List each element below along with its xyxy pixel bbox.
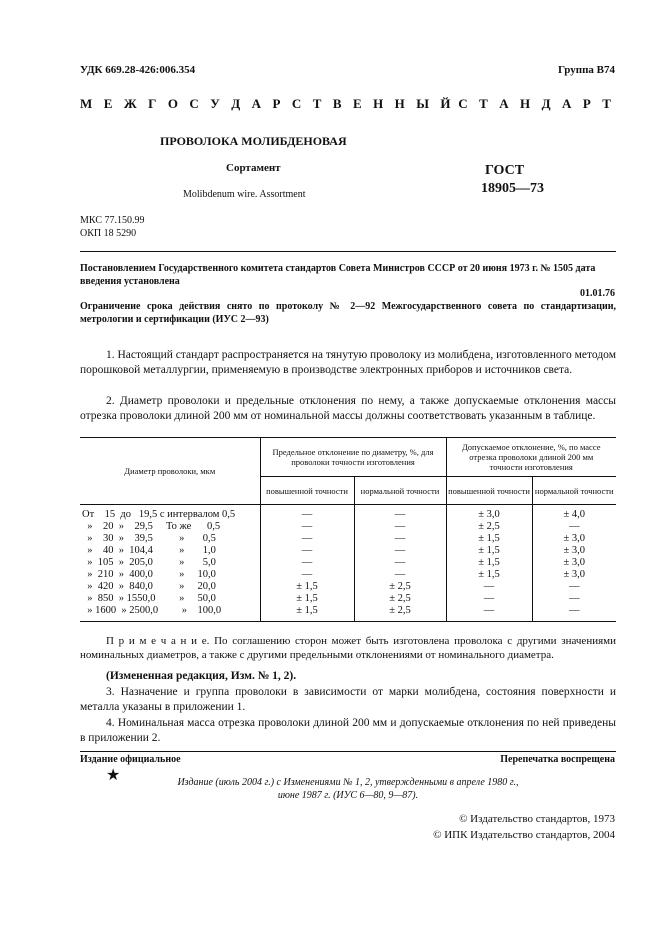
udk-code: УДК 669.28-426:006.354 — [80, 64, 196, 76]
sub-header-normal-diam: нормальной точности — [354, 477, 446, 505]
diameter-row: » 210 » 400,0 » 10,0 — [82, 569, 216, 580]
group-code: Группа В74 — [557, 64, 615, 76]
table-cell: ± 1,5 — [296, 581, 318, 592]
divider-bottom — [80, 751, 616, 752]
table-cell: ± 2,5 — [478, 521, 500, 532]
copyright-2004: © ИПК Издательство стандартов, 2004 — [433, 829, 615, 841]
table-cell: — — [483, 593, 495, 604]
table-cell: ± 3,0 — [563, 569, 585, 580]
edition-line-1: Издание (июль 2004 г.) с Изменениями № 1, 2, утвержденными в апреле 1980 г., — [177, 777, 519, 788]
official-edition: Издание официальное — [80, 754, 181, 765]
table-cell: — — [301, 569, 313, 580]
decree-date: 01.01.76 — [580, 288, 615, 299]
gost-label: ГОСТ — [485, 163, 525, 178]
table-cell: ± 2,5 — [389, 593, 411, 604]
mass-high-column — [446, 505, 532, 622]
mass-normal-column — [532, 505, 616, 622]
table-cell: — — [394, 569, 406, 580]
paragraph-3: 3. Назначение и группа проволоки в зависимости от марки молибдена, состояния поверхности и металла указаны в приложении 1. — [80, 686, 616, 713]
note-text: По соглашению сторон может быть изготовлена проволока с другими значениями номинальных диаметров, а также с другими предельными отклонениями от номинального диаметра. — [80, 635, 617, 661]
table-cell: — — [394, 545, 406, 556]
decree-text: Постановлением Государственного комитета стандартов Совета Министров СССР от 20 июня 1973 г. № 1505 дата введения установлена — [80, 263, 596, 287]
star-icon: ★ — [106, 767, 121, 784]
okp-code: ОКП 18 5290 — [80, 228, 137, 239]
diameter-row: От 15 до 19,5 с интервалом 0,5 — [82, 509, 236, 520]
diameter-row: » 40 » 104,4 » 1,0 — [82, 545, 216, 556]
table-cell: — — [301, 509, 313, 520]
table-cell: — — [394, 557, 406, 568]
sub-header-high-mass: повышенной точности — [446, 477, 532, 505]
table-cell: — — [569, 593, 580, 604]
table-cell: ± 2,5 — [389, 581, 411, 592]
diameter-row: » 105 » 205,0 » 5,0 — [82, 557, 216, 568]
note-label: П р и м е ч а н и е. — [106, 635, 210, 647]
table-cell: — — [394, 533, 406, 544]
table-cell: ± 1,5 — [296, 605, 318, 616]
gost-number: 18905—73 — [481, 181, 544, 196]
table-cell: — — [301, 545, 313, 556]
paragraph-2: 2. Диаметр проволоки и предельные отклонения по нему, а также допускаемые отклонения массы отрезка проволоки длиной 200 мм от номинальной массы должны соответствовать указанным в таблице. — [80, 395, 616, 422]
table-cell: — — [394, 509, 406, 520]
table-cell: ± 3,0 — [478, 509, 500, 520]
table-cell: — — [569, 605, 580, 616]
group-diam-header: Предельное отклонение по диаметру, %, для проволоки точности изготовления — [260, 438, 446, 477]
diameter-column — [80, 505, 260, 622]
doc-title: ПРОВОЛОКА МОЛИБДЕНОВАЯ — [160, 134, 347, 148]
reprint-forbidden: Перепечатка воспрещена — [500, 754, 615, 765]
col-diameter-header: Диаметр проволоки, мкм — [80, 438, 260, 505]
table-cell: — — [394, 521, 406, 532]
wire-table — [80, 437, 616, 622]
doc-subtitle: Сортамент — [226, 162, 281, 174]
diam-normal-column — [354, 505, 446, 622]
table-cell: — — [301, 533, 313, 544]
group-mass-header: Допускаемое отклонение, %, по массе отрезка проволоки длиной 200 мм точности изготовления — [446, 438, 616, 477]
sub-header-high-diam: повышенной точности — [260, 477, 354, 505]
diameter-row: » 1600 » 2500,0 » 100,0 — [82, 605, 222, 616]
table-cell: — — [483, 605, 495, 616]
sub-header-normal-mass: нормальной точности — [532, 477, 616, 505]
english-title: Molibdenum wire. Assortment — [183, 189, 306, 200]
diameter-row: » 20 » 29,5 То же 0,5 — [82, 521, 221, 532]
table-cell: — — [569, 521, 580, 532]
diameter-row: » 30 » 39,5 » 0,5 — [82, 533, 216, 544]
table-cell: ± 3,0 — [563, 533, 585, 544]
table-cell: — — [301, 521, 313, 532]
table-cell: — — [301, 557, 313, 568]
table-cell: — — [483, 581, 495, 592]
limitation-text: Ограничение срока действия снято по протоколу № 2—92 Межгосударственного совета по стандартизации, метрологии и сертификации (ИУС 2—93) — [80, 301, 616, 325]
copyright-1973: © Издательство стандартов, 1973 — [459, 813, 615, 825]
edition-line-2: июне 1987 г. (ИУС 6—80, 9—87). — [277, 790, 419, 801]
table-cell: ± 1,5 — [478, 533, 500, 544]
diameter-row: » 850 » 1550,0 » 50,0 — [82, 593, 216, 604]
banner-standard: С Т А Н Д А Р Т — [458, 96, 615, 111]
table-cell: ± 1,5 — [478, 569, 500, 580]
note-block — [80, 634, 616, 662]
mks-code: МКС 77.150.99 — [80, 215, 145, 226]
table-cell: ± 1,5 — [478, 545, 500, 556]
diam-high-column — [260, 505, 354, 622]
table-cell: — — [569, 581, 580, 592]
table-cell: ± 1,5 — [296, 593, 318, 604]
table-cell: ± 2,5 — [389, 605, 411, 616]
paragraph-1: 1. Настоящий стандарт распространяется на тянутую проволоку из молибдена, изготовленного методом порошковой металлургии, применяемую в производстве электронных приборов и источников света. — [80, 349, 616, 376]
banner-interstate: М Е Ж Г О С У Д А Р С Т В Е Н Н Ы Й — [80, 96, 455, 111]
table-cell: ± 4,0 — [563, 509, 585, 520]
edit-note: (Измененная редакция, Изм. № 1, 2). — [106, 670, 297, 682]
divider-top — [80, 251, 616, 252]
table-cell: ± 3,0 — [563, 557, 585, 568]
table-cell: ± 3,0 — [563, 545, 585, 556]
paragraph-4: 4. Номинальная масса отрезка проволоки длиной 200 мм и допускаемые отклонения по ней приведены в приложении 2. — [80, 717, 616, 744]
diameter-row: » 420 » 840,0 » 20,0 — [82, 581, 216, 592]
table-cell: ± 1,5 — [478, 557, 500, 568]
